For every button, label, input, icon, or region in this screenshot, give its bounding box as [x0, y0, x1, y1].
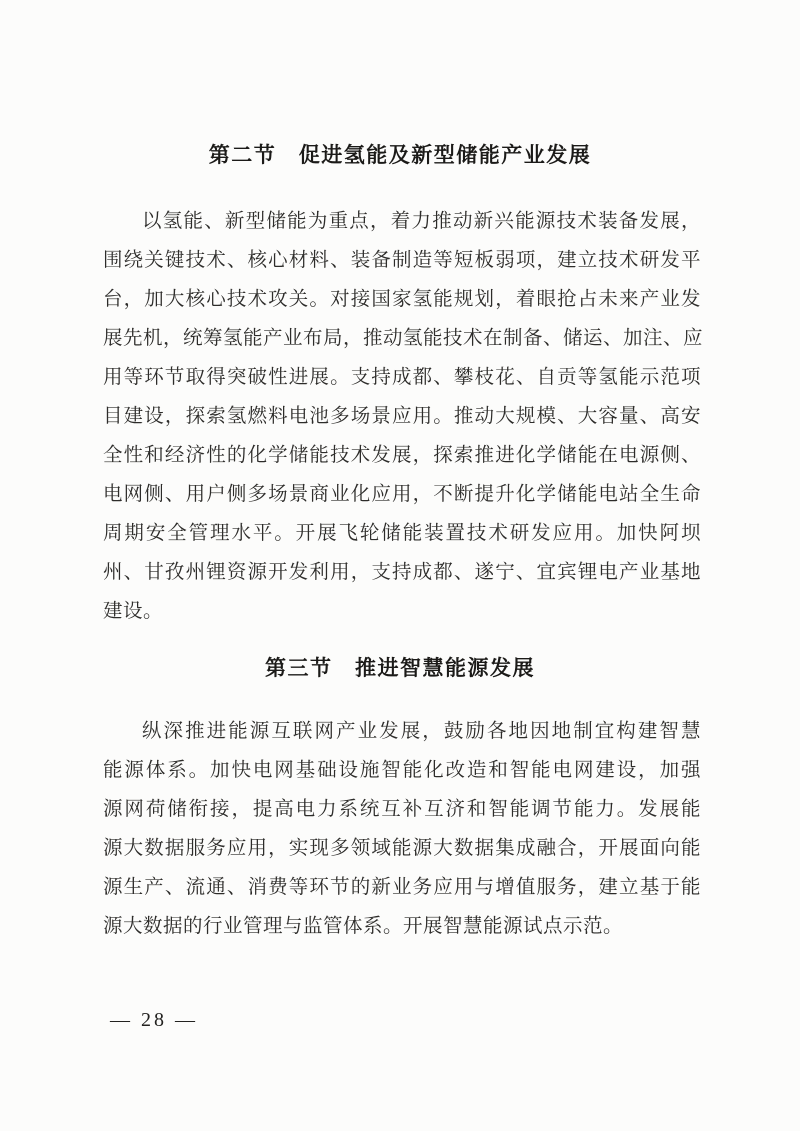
text-line: 源大数据的行业管理与监管体系。开展智慧能源试点示范。 [103, 916, 624, 937]
text-line: 源网荷储衔接，提高电力系统互补互济和智能调节能力。发展能 [103, 799, 701, 820]
page-number: — 28 — [110, 1009, 198, 1031]
text-line: 围绕关键技术、核心材料、装备制造等短板弱项，建立技术研发平 [103, 250, 701, 271]
text-line: 台，加大核心技术攻关。对接国家氢能规划，着眼抢占未来产业发 [103, 289, 701, 310]
text-line: 展先机，统筹氢能产业布局，推动氢能技术在制备、储运、加注、应 [103, 328, 704, 349]
text-line: 建设。 [103, 601, 164, 622]
text-line: 全性和经济性的化学储能技术发展，探索推进化学储能在电源侧、 [103, 445, 701, 466]
text-line: 纵深推进能源互联网产业发展，鼓励各地因地制宜构建智慧 [142, 721, 701, 742]
section-heading-3: 第三节 推进智慧能源发展 [265, 656, 535, 680]
text-line: 用等环节取得突破性进展。支持成都、攀枝花、自贡等氢能示范项 [103, 367, 701, 388]
paragraph-smart-energy [103, 712, 701, 946]
section-heading-2: 第二节 促进氢能及新型储能产业发展 [208, 143, 592, 167]
text-line: 周期安全管理水平。开展飞轮储能装置技术研发应用。加快阿坝 [103, 523, 701, 544]
text-line: 目建设，探索氢燃料电池多场景应用。推动大规模、大容量、高安 [103, 406, 701, 427]
text-line: 以氢能、新型储能为重点，着力推动新兴能源技术装备发展， [142, 211, 701, 232]
text-line: 源大数据服务应用，实现多领域能源大数据集成融合，开展面向能 [103, 838, 701, 859]
text-line: 州、甘孜州锂资源开发利用，支持成都、遂宁、宜宾锂电产业基地 [103, 562, 701, 583]
text-line: 电网侧、用户侧多场景商业化应用，不断提升化学储能电站全生命 [103, 484, 701, 505]
text-line: 源生产、流通、消费等环节的新业务应用与增值服务，建立基于能 [103, 877, 701, 898]
text-line: 能源体系。加快电网基础设施智能化改造和智能电网建设，加强 [103, 760, 701, 781]
paragraph-hydrogen-storage [103, 202, 704, 631]
